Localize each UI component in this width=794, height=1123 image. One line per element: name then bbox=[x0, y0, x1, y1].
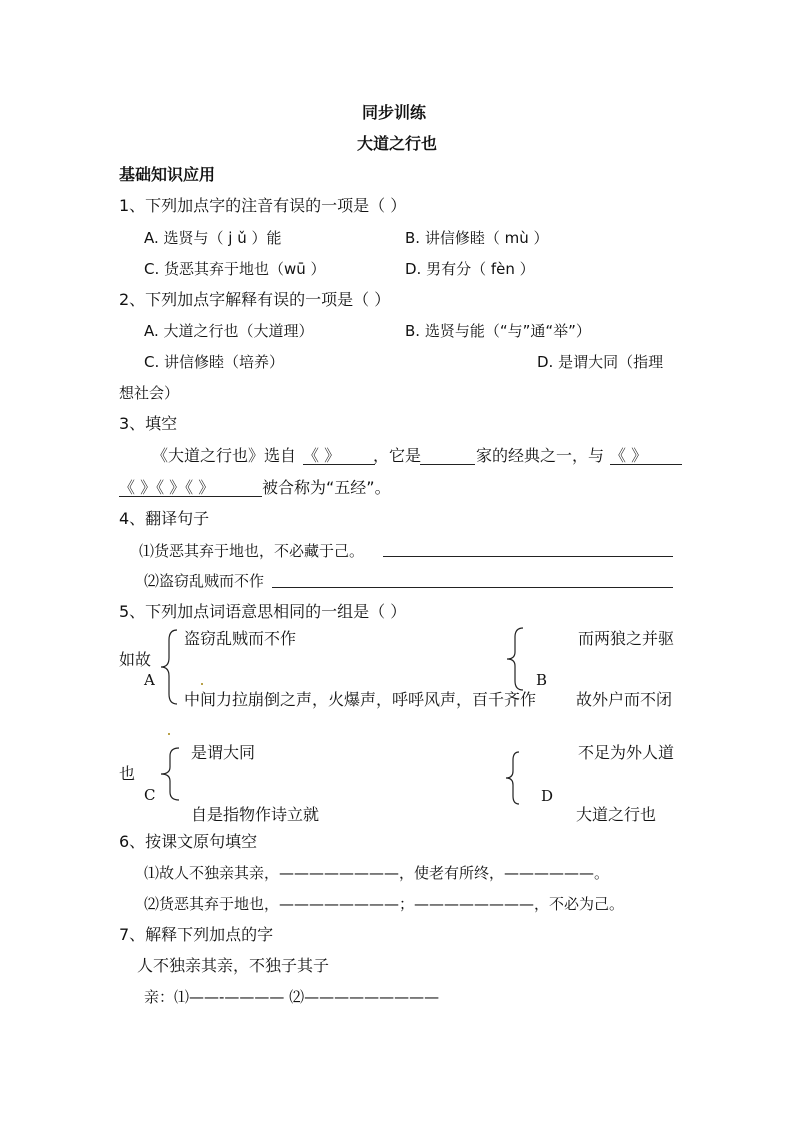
brace-d bbox=[503, 750, 523, 806]
question-7-stem: 7、解释下列加点的字 bbox=[119, 925, 274, 944]
brace-b bbox=[503, 626, 527, 692]
question-5-stem: 5、下列加点词语意思相同的一组是（ ） bbox=[119, 602, 407, 621]
question-1-option-a: A. 选贤与（ j ǔ ）能 bbox=[144, 229, 282, 247]
question-7-sentence: 人不独亲其亲，不独子其子 bbox=[137, 956, 330, 975]
question-3-blank-source: 《 》 bbox=[303, 446, 341, 465]
option-c-top: 是谓大同 bbox=[191, 743, 256, 762]
question-4-sentence-2: ⑵盗窃乱贼而不作 bbox=[144, 572, 265, 590]
question-2-option-b: B. 选贤与能（“与”通“举”） bbox=[405, 322, 591, 340]
question-3-text-4: 被合称为“五经”。 bbox=[262, 478, 391, 497]
emphasis-dot bbox=[201, 683, 203, 685]
option-a-left-text: 如故 bbox=[119, 650, 152, 669]
option-d-label: D bbox=[541, 787, 554, 805]
option-c-bottom: 自是指物作诗立就 bbox=[191, 805, 320, 824]
question-6-sentence-1: ⑴故人不独亲其亲，————————，使老有所终，——————。 bbox=[144, 864, 610, 882]
question-1-option-b: B. 讲信修睦（ mù ） bbox=[405, 229, 549, 247]
question-3-blank-books: 《 》《 》《 》 bbox=[119, 478, 215, 497]
answer-line[interactable] bbox=[383, 556, 673, 557]
question-2-option-d-continued: 想社会） bbox=[119, 384, 180, 402]
emphasis-dot bbox=[168, 733, 170, 735]
option-b-label: B bbox=[536, 671, 548, 689]
underline bbox=[303, 464, 375, 465]
question-7-answer: 亲：⑴——-———— ⑵————————— bbox=[144, 988, 440, 1006]
brace-c bbox=[157, 746, 183, 802]
question-1-stem: 1、下列加点字的注音有误的一项是（ ） bbox=[119, 196, 407, 215]
question-2-stem: 2、下列加点字解释有误的一项是（ ） bbox=[119, 290, 391, 309]
option-a-label: A bbox=[144, 671, 155, 689]
option-c-left-text: 也 bbox=[119, 764, 136, 783]
question-4-sentence-1: ⑴货恶其弃于地也，不必藏于己。 bbox=[139, 542, 365, 560]
option-b-top: 而两狼之并驱 bbox=[578, 629, 675, 648]
brace-a bbox=[157, 628, 181, 706]
option-a-top: 盗窃乱贼而不作 bbox=[184, 629, 297, 648]
page-subtitle: 大道之行也 bbox=[357, 134, 438, 153]
underline bbox=[610, 464, 682, 465]
question-2-option-a: A. 大道之行也（大道理） bbox=[144, 322, 314, 340]
answer-line[interactable] bbox=[272, 587, 673, 588]
question-6-sentence-2: ⑵货恶其弃于地也，————————；————————，不必为己。 bbox=[144, 895, 625, 913]
question-2-option-d: D. 是谓大同（指理 bbox=[537, 353, 664, 371]
question-4-stem: 4、翻译句子 bbox=[119, 509, 210, 528]
question-1-option-d: D. 男有分（ fèn ） bbox=[405, 260, 535, 278]
question-2-option-c: C. 讲信修睦（培养） bbox=[144, 353, 285, 371]
option-d-top: 不足为外人道 bbox=[578, 743, 675, 762]
question-3-text-1: 《大道之行也》选自 bbox=[152, 446, 297, 465]
question-3-stem: 3、填空 bbox=[119, 414, 178, 433]
question-6-stem: 6、按课文原句填空 bbox=[119, 832, 258, 851]
question-1-option-c: C. 货恶其弃于地也（wū ） bbox=[144, 260, 326, 278]
option-d-bottom: 大道之行也 bbox=[576, 805, 657, 824]
section-heading: 基础知识应用 bbox=[119, 165, 216, 184]
option-a-bottom: 中间力拉崩倒之声，火爆声，呼呼风声，百千齐作 bbox=[184, 690, 537, 709]
question-3-text-2: ，它是 bbox=[373, 446, 422, 465]
option-b-bottom: 故外户而不闭 bbox=[576, 690, 673, 709]
page-title: 同步训练 bbox=[362, 103, 427, 122]
option-c-label: C bbox=[144, 786, 156, 804]
question-3-text-3: 家的经典之一，与 bbox=[476, 446, 605, 465]
question-3-blank-book-1: 《 》 bbox=[610, 446, 648, 465]
answer-blank[interactable] bbox=[420, 464, 475, 465]
underline bbox=[119, 496, 262, 497]
